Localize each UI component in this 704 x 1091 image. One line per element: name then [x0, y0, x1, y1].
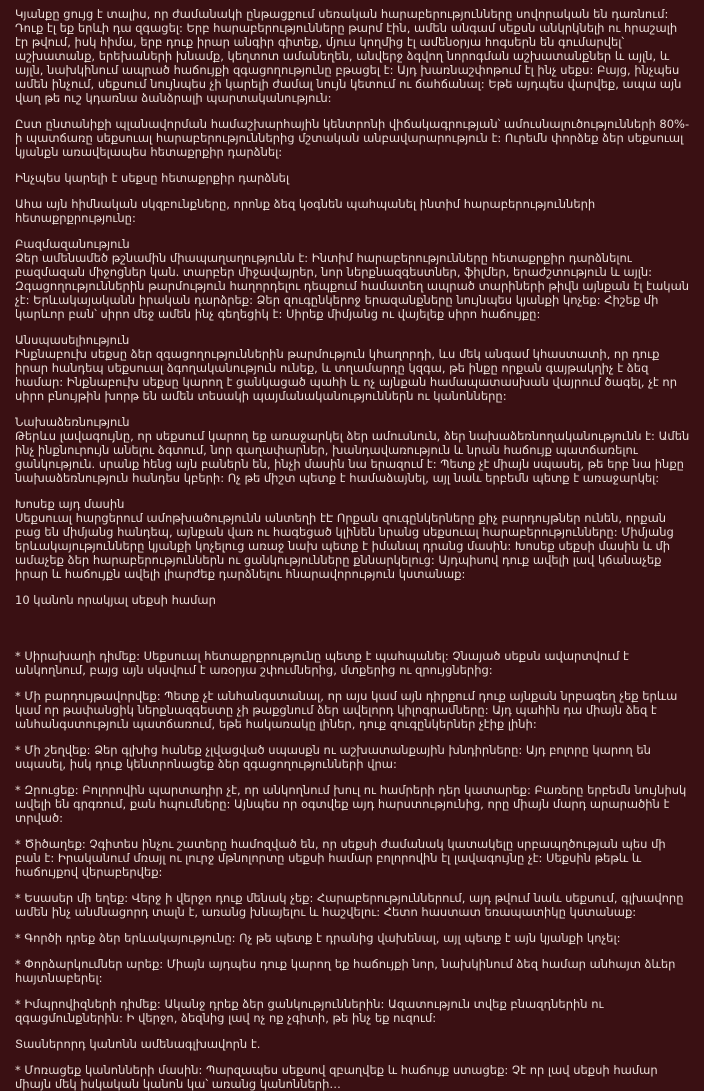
rule-item-4: * Զրուցեք: Բոլորովին պարտադիր չէ, որ անկողնում խուլ ու համրերի դեր կատարեք: Բառերը երբեմն նույնիսկ ավելի են գրգռում, քան հպումները: Այնպես որ օգտվեք այդ հարստությունից, որը միայն մարդ արարածին է տրված: [15, 783, 687, 825]
rule-item-10: * Մոռացեք կանոնների մասին: Պարզապես սեքսով զբաղվեք և հաճույք ստացեք: Չէ որ լավ սեքսի համար միայն մեկ իսկական կանոն կա՝ առանց կանոնների… [15, 1063, 658, 1091]
section-initiative [15, 415, 691, 485]
intro-paragraph-1: Կյանքը ցույց է տալիս, որ ժամանակի ընթացքում սեռական հարաբերությունները սովորական են դառնում: Դուք էլ եք երևի դա զգացել: Երբ հարաբերությունները թարմ էին, ամեն անգամ սեքսն անկրկնելի ու հրաշալի էր թվում, իսկ հիմա, երբ դուք իրար անգիր գիտեք, մյուս կողմից էլ ամենօրյա հոգսերն են գումարվել՝ աշխատանք, երեխաների խնամք, կեղտոտ ամանեղեն, անվերջ ձգվող նորոգման աշխատանքներ և այլն, և այլն, նախկինում ապրած հաճույքի զգացողությունը բթացել է: Այդ խառնաշփոթում էլ ինչ սեքս: Բայց, ինչպես ամեն ինչում, սեքսում նույնպես չի կարելի ժամալ նույն կետում ու ճահճանալ: Եթե այդպես վարվեք, ապա այն վաղ թե ուշ կդառնա ձանձրալի պարտականություն: [15, 7, 682, 105]
rule-item-9: * Իմպրովիզների դիմեք: Ականջ դրեք ձեր ցանկություններին: Ազատություն տվեք բնազդներին ու զգացմունքներին: Ի վերջո, ձեզնից լավ ոչ ոք չգիտի, թե ինչ եք ուզում: [15, 997, 604, 1025]
rule-item-8: * Փորձարկումներ արեք: Միայն այդպես դուք կարող եք հաճույքի նոր, նախկինում ձեզ համար անհայտ ձևեր հայտնաբերել: [15, 957, 676, 985]
rule-item-1: * Սիրախաղի դիմեք: Սեքսուալ հետաքրքրությունը պետք է պահպանել: Չնայած սեքսն ավարտվում է անկողնում, բայց այն սկսվում է առօրյա շփումներից, մտքերից ու զրույցներից: [15, 649, 629, 677]
rule-item-2: * Մի բարդույթավորվեք: Պետք չէ անհանգստանալ, որ այս կամ այն դիրքում դուք այնքան նրբագեղ չեք երևա կամ որ թափանցիկ ներքնազգեստը չի թաքցնում ձեր ավելորդ կիլոգրամները: Այդ պահին դա միայն ձեզ է անհանգստություն պատճառում, եթե հակառակը լիներ, դուք զուգընկերներ չէիք լինի: [15, 689, 678, 731]
section-body: Թերևս լավագույնը, որ սեքսում կարող եք առաջարկել ձեր ամուսնուն, ձեր նախաձեռնողականությունն է: Ամեն ինչ ինքնուրույն անելու ձգտում, նոր գաղափարներ, խանդավառություն և նրան հաճույք պատճառելու ցանկություն. սրանք հենց այն բաներն են, ինչի մասին նա երազում է: Պետք չէ միայն սպասել, թե երբ նա ինքը նախաձեռնություն հանդես կբերի: Ոչ թե միշտ պետք է համաձայնել, այլ նաև երբեմն պետք է առաջարկել: [15, 429, 690, 485]
article-subtitle: Ինչպես կարելի է սեքսը հետաքրքիր դարձնել [15, 171, 290, 185]
section-body: Ինքնաբուխ սեքսը ձեր զգացողություններին թարմություն կհաղորդի, ևս մեկ անգամ կհաստատի, որ դուք իրար հանդեպ սեքսուալ ձգողականություն ունեք, և տղամարդը կզգա, թե ինքը որքան գայթակղիչ է ձեզ համար: Ինքնաբուխ սեքսը կարող է ցանկացած պահի և ոչ այնքան համապատասխան վայրում ծագել, չէ որ սիրո բնույթին խորթ են ամեն տեսակի պայմանականություններն ու կանոնները: [15, 347, 677, 403]
section-heading: Նախաձեռնություն [15, 415, 130, 429]
lead-paragraph: Ահա այն հիմնական սկզբունքները, որոնք ձեզ կօգնեն պահպանել ինտիմ հարաբերությունների հետաքրքրությունը: [15, 197, 596, 225]
section-unexpectedness [15, 333, 691, 403]
rule-item-3: * Մի շեղվեք: Ձեր գլխից հանեք չլվացված սպասքն ու աշխատանքային խնդիրները: Այդ բոլորը կարող են սպասել, իսկ դուք կենտրոնացեք ձեր զգացողությունների վրա: [15, 743, 651, 771]
rules-list-title: 10 կանոն որակյալ սեքսի համար [15, 593, 216, 607]
rule-item-7: * Գործի դրեք ձեր երևակայությունը: Ոչ թե պետք է դրանից վախենալ, այլ պետք է այն կյանքի կոչել: [15, 931, 621, 945]
tenth-rule-intro: Տասներորդ կանոնն ամենագլխավորն է. [15, 1037, 261, 1051]
section-heading: Խոսեք այդ մասին [15, 497, 125, 511]
intro-paragraph-2: Ըստ ընտանիքի պլանավորման համաշխարհային կենտրոնի վիճակագրության՝ ամուսնալուծությունների 80%-ի պատճառը սեքսուալ հարաբերություններից մշտական անբավարարություն է: Ուրեմն փորձեք ձեր սեքսուալ կյանքն առավելապես հետաքրքիր դարձնել: [15, 117, 690, 159]
section-heading: Բազմազանություն [15, 237, 130, 251]
section-variety [15, 237, 691, 321]
rule-item-6: * Եսասեր մի եղեք: Վերջ ի վերջո դուք մենակ չեք: Հարաբերություններում, այդ թվում նաև սեքսում, գլխավորը ամեն ինչ անմնացորդ տալն է, առանց խնայելու և հաշվելու: Հետո հաստատ եռապատիկը կստանաք: [15, 891, 684, 919]
section-talk-about-it [15, 497, 691, 581]
section-body: Սեքսուալ հարցերում ամոթխածությունն անտեղի էԷ Որքան զուգընկերները քիչ բարդույթներ ունեն, որքան բաց են միմյանց հանդեպ, այնքան վառ ու հագեցած կլինեն նրանց սեքսուալ հարաբերությունները: Միմյանց երևակայությունները կյանքի կոչելուց առաջ նախ պետք է իմանալ դրանց մասին: Խոսեք սեքսի մասին և մի ամաչեք ձեր հարաբերություններն ու ցանկությունները քննարկելուց: Այդպիսով դուք ավելի լավ կճանաչեք իրար և հաճույքն ավելի լիարժեք դարձնելու հնարավորություն կստանաք: [15, 511, 674, 581]
rule-item-5: * Ծիծաղեք: Չգիտես ինչու շատերը համոզված են, որ սեքսի ժամանակ կատակելը սրբապղծության պես մի բան է: Իրականում մռայլ ու լուրջ մթնոլորտը սեքսի համար բոլորովին էլ լավագույնը չէ: Սեքսին թեթև և հաճույքով վերաբերվեք: [15, 837, 666, 879]
section-body: Ձեր ամենամեծ թշնամին միապաղաղությունն է: Ինտիմ հարաբերությունները հետաքրքիր դարձնելու բազմազան միջոցներ կան. տարբեր միջավայրեր, նոր ներքնազգեստներ, ֆիլմեր, երաժշտություն և այլն: Զգացողություններին թարմություն հաղորդելու դեպքում համատեղ ապրած տարիների թիվն այնքան էլ էական չէ: Երևակայականն իրական դարձրեք: Ձեր զուգընկերոջ երազանքները նույնպես կյանքի կոչեք: Հիշեք մի կարևոր բան՝ սիրո մեջ ամեն ինչ գեղեցիկ է: Սիրեք միմյանց ու վայելեք սիրո հաճույքը: [15, 251, 690, 321]
section-heading: Անսպասելիություն [15, 333, 130, 347]
